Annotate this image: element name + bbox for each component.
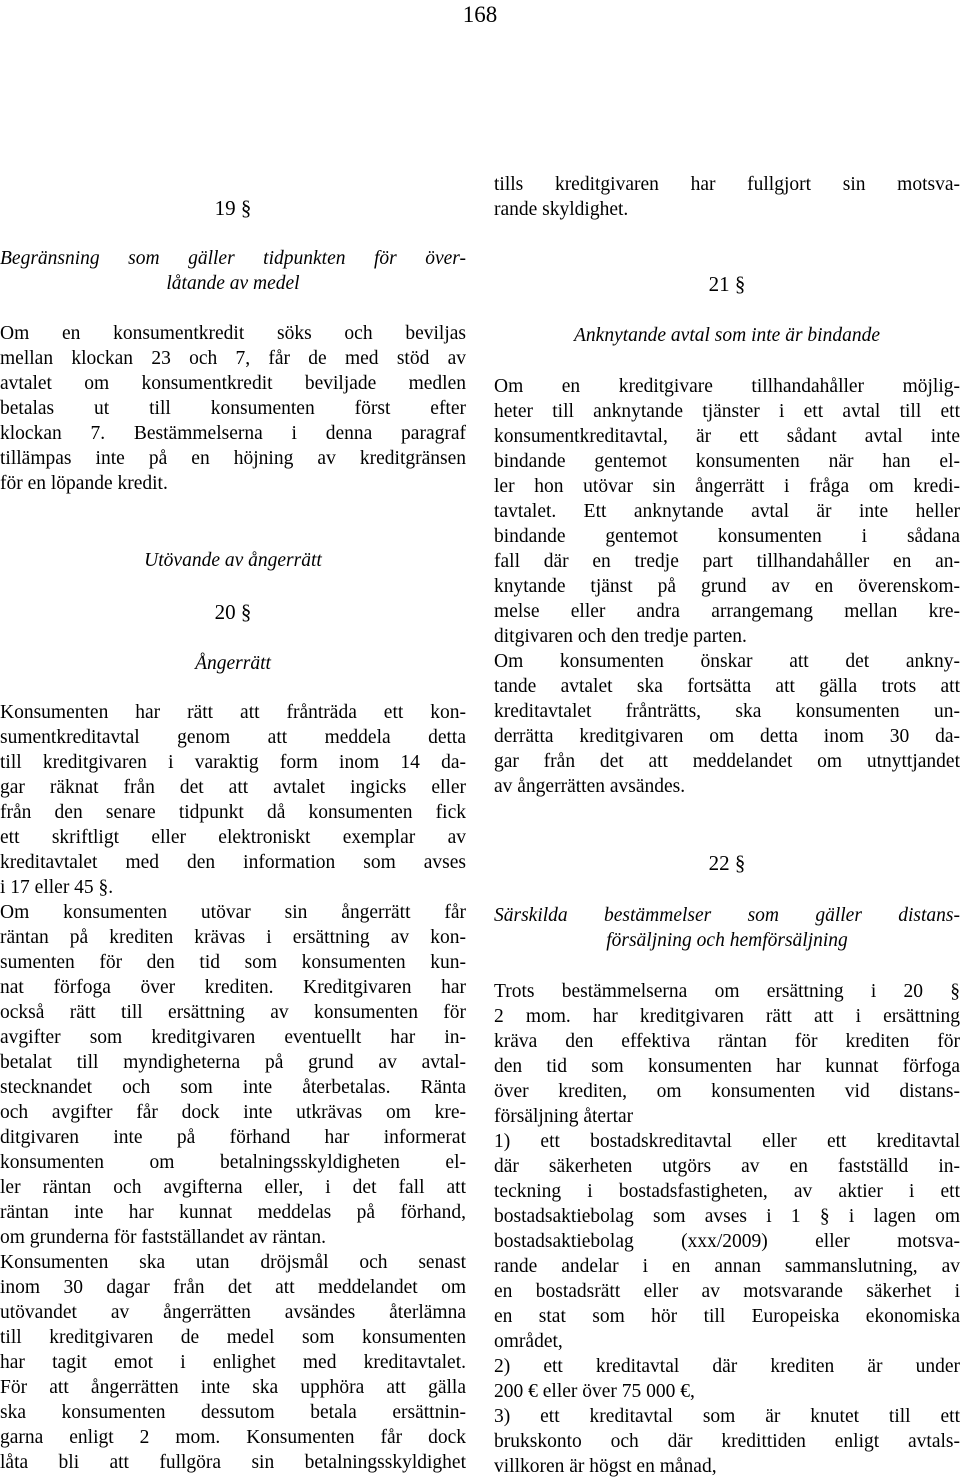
body-line: också rätt till ersättning av konsumenten för [0,1002,466,1023]
body-line: av ångerrätten avsändes. [494,776,686,797]
body-line: 2 mom. har kreditgivaren rätt att i ersättning [494,1006,960,1027]
chapter-title: Utövande av ångerrätt [144,550,322,571]
body-line: fall där en tredje part tillhandahåller en an- [494,551,960,572]
body-line: räntan på krediten krävas i ersättning av kon- [0,927,466,948]
body-line: en bostadsrätt eller av motsvarande säkerhet i [494,1281,960,1302]
body-line: sumenten för den tid som konsumenten kun- [0,952,466,973]
section-19-heading: 19 § [214,196,252,220]
body-line: från den senare tidpunkt då konsumenten fick [0,802,466,823]
body-line: i 17 eller 45 §. [0,877,114,898]
body-line: inom 30 dagar från det att meddelandet om [0,1277,466,1298]
body-line: brukskonto och där kredittiden enligt avtals- [494,1431,960,1452]
body-line: mellan klockan 23 och 7, får de med stöd av [0,348,466,369]
body-line: om grunderna för fastställandet av räntan. [0,1227,326,1248]
body-line: till kreditgivaren i varaktig form inom 14 da- [0,752,466,773]
body-line: konsumenten om betalningsskyldigheten el- [0,1152,466,1173]
body-line: teckning i bostadsfastigheten, av aktier i ett [494,1181,960,1202]
body-line: kreditavtalet frånträtts, ska konsumenten un- [494,701,960,722]
body-line: ditgivaren inte på förhand har informerat [0,1127,466,1148]
body-line: till kreditgivaren de medel som konsumenten [0,1327,466,1348]
body-line: och avgifter får dock inte utkrävas om kre- [0,1102,466,1123]
body-line: Om en konsumentkredit söks och beviljas [0,323,466,344]
page-number: 168 [462,2,498,27]
body-line: ditgivaren och den tredje parten. [494,626,747,647]
body-line: sumentkreditavtal genom att meddela detta [0,727,466,748]
body-line: bindande gentemot konsumenten i sådana [494,526,960,547]
body-line: räntan inte har kunnat meddelas på förhand, [0,1202,466,1223]
body-line: tills kreditgivaren har fullgjort sin motsva- [494,174,960,195]
body-line: rande skyldighet. [494,199,629,220]
body-line: där säkerheten utgörs av en fastställd in- [494,1156,960,1177]
body-line: Konsumenten har rätt att frånträda ett kon- [0,702,466,723]
body-line: ett skriftligt eller elektroniskt exemplar av [0,827,466,848]
body-line: utövandet av ångerrätten avsändes återlämna [0,1302,466,1323]
body-line: stecknandet och som inte återbetalas. Ränta [0,1077,466,1098]
body-line: gar från det att meddelandet om utnyttjandet [494,751,960,772]
section-22-title-line: Särskilda bestämmelser som gäller distans- [494,905,960,926]
body-line: över krediten, om konsumenten vid distans- [494,1081,960,1102]
body-line: betalat till myndigheterna på grund av avtal- [0,1052,466,1073]
body-line: rande andelar i en annan sammanslutning, av [494,1256,960,1277]
body-line: Trots bestämmelserna om ersättning i 20 § [494,981,960,1002]
list-item: 2) ett kreditavtal där krediten är under [494,1356,960,1377]
body-line: avtalet om konsumentkredit beviljade medlen [0,373,466,394]
body-line: kräva den effektiva räntan för krediten för [494,1031,960,1052]
body-line: området, [494,1331,563,1352]
body-line: avgifter som kreditgivaren eventuellt har in- [0,1027,466,1048]
section-19-title-line: Begränsning som gäller tidpunkten för över- [0,248,466,269]
body-line: garna enligt 2 mom. Konsumenten får dock [0,1427,466,1448]
body-line: villkoren är högst en månad, [494,1456,717,1477]
list-item: 3) ett kreditavtal som är knutet till ett [494,1406,960,1427]
section-21-title: Anknytande avtal som inte är bindande [574,325,880,346]
section-20-title: Ångerrätt [195,653,271,674]
body-line: konsumentkreditavtal, är ett sådant avtal inte [494,426,960,447]
body-line: Konsumenten ska utan dröjsmål och senast [0,1252,466,1273]
body-line: Om konsumenten önskar att det ankny- [494,651,960,672]
body-line: klockan 7. Bestämmelserna i denna paragraf [0,423,466,444]
body-line: ler räntan och avgifterna eller, i det fall att [0,1177,466,1198]
body-line: låta bli att fullgöra sin betalningsskyldighet [0,1452,466,1473]
body-line: gar räknat från det att avtalet ingicks eller [0,777,466,798]
body-line: Om en kreditgivare tillhandahåller möjlig- [494,376,960,397]
body-line: tande avtalet ska fortsätta att gälla trots att [494,676,960,697]
body-line: ler hon utövar sin ångerrätt i fråga om kredi- [494,476,960,497]
body-line: har tagit emot i enlighet med kreditavtalet. [0,1352,466,1373]
body-line: nat förfoga över krediten. Kreditgivaren har [0,977,466,998]
body-line: bindande gentemot konsumenten när han el- [494,451,960,472]
body-line: försäljning återtar [494,1106,634,1127]
body-line: en stat som hör till Europeiska ekonomiska [494,1306,960,1327]
body-line: ska konsumenten dessutom betala ersättnin- [0,1402,466,1423]
body-line: heter till anknytande tjänster i ett avtal till ett [494,401,960,422]
body-line: 200 € eller över 75 000 €, [494,1381,695,1402]
body-line: tillämpas inte på en höjning av kreditgränsen [0,448,466,469]
body-line: Om konsumenten utövar sin ångerrätt får [0,902,466,923]
body-line: kreditavtalet med den information som avses [0,852,466,873]
list-item: 1) ett bostadskreditavtal eller ett kreditavtal [494,1131,960,1152]
body-line: betalas ut till konsumenten först efter [0,398,466,419]
body-line: För att ångerrätten inte ska upphöra att gälla [0,1377,466,1398]
section-22-heading: 22 § [708,851,746,875]
body-line: tavtalet. Ett anknytande avtal är inte heller [494,501,960,522]
section-22-title-line: försäljning och hemförsäljning [606,930,848,951]
body-line: knytande tjänst på grund av en överenskom- [494,576,960,597]
section-20-heading: 20 § [214,600,252,624]
body-line: derrätta kreditgivaren om detta inom 30 da- [494,726,960,747]
body-line: bostadsaktiebolag som avses i 1 § i lagen om [494,1206,960,1227]
section-21-heading: 21 § [708,272,746,296]
body-line: melse eller andra arrangemang mellan kre- [494,601,960,622]
body-line: för en löpande kredit. [0,473,168,494]
section-19-title-line: låtande av medel [166,273,300,294]
body-line: den tid som konsumenten har kunnat förfoga [494,1056,960,1077]
body-line: bostadsaktiebolag (xxx/2009) eller motsva- [494,1231,960,1252]
